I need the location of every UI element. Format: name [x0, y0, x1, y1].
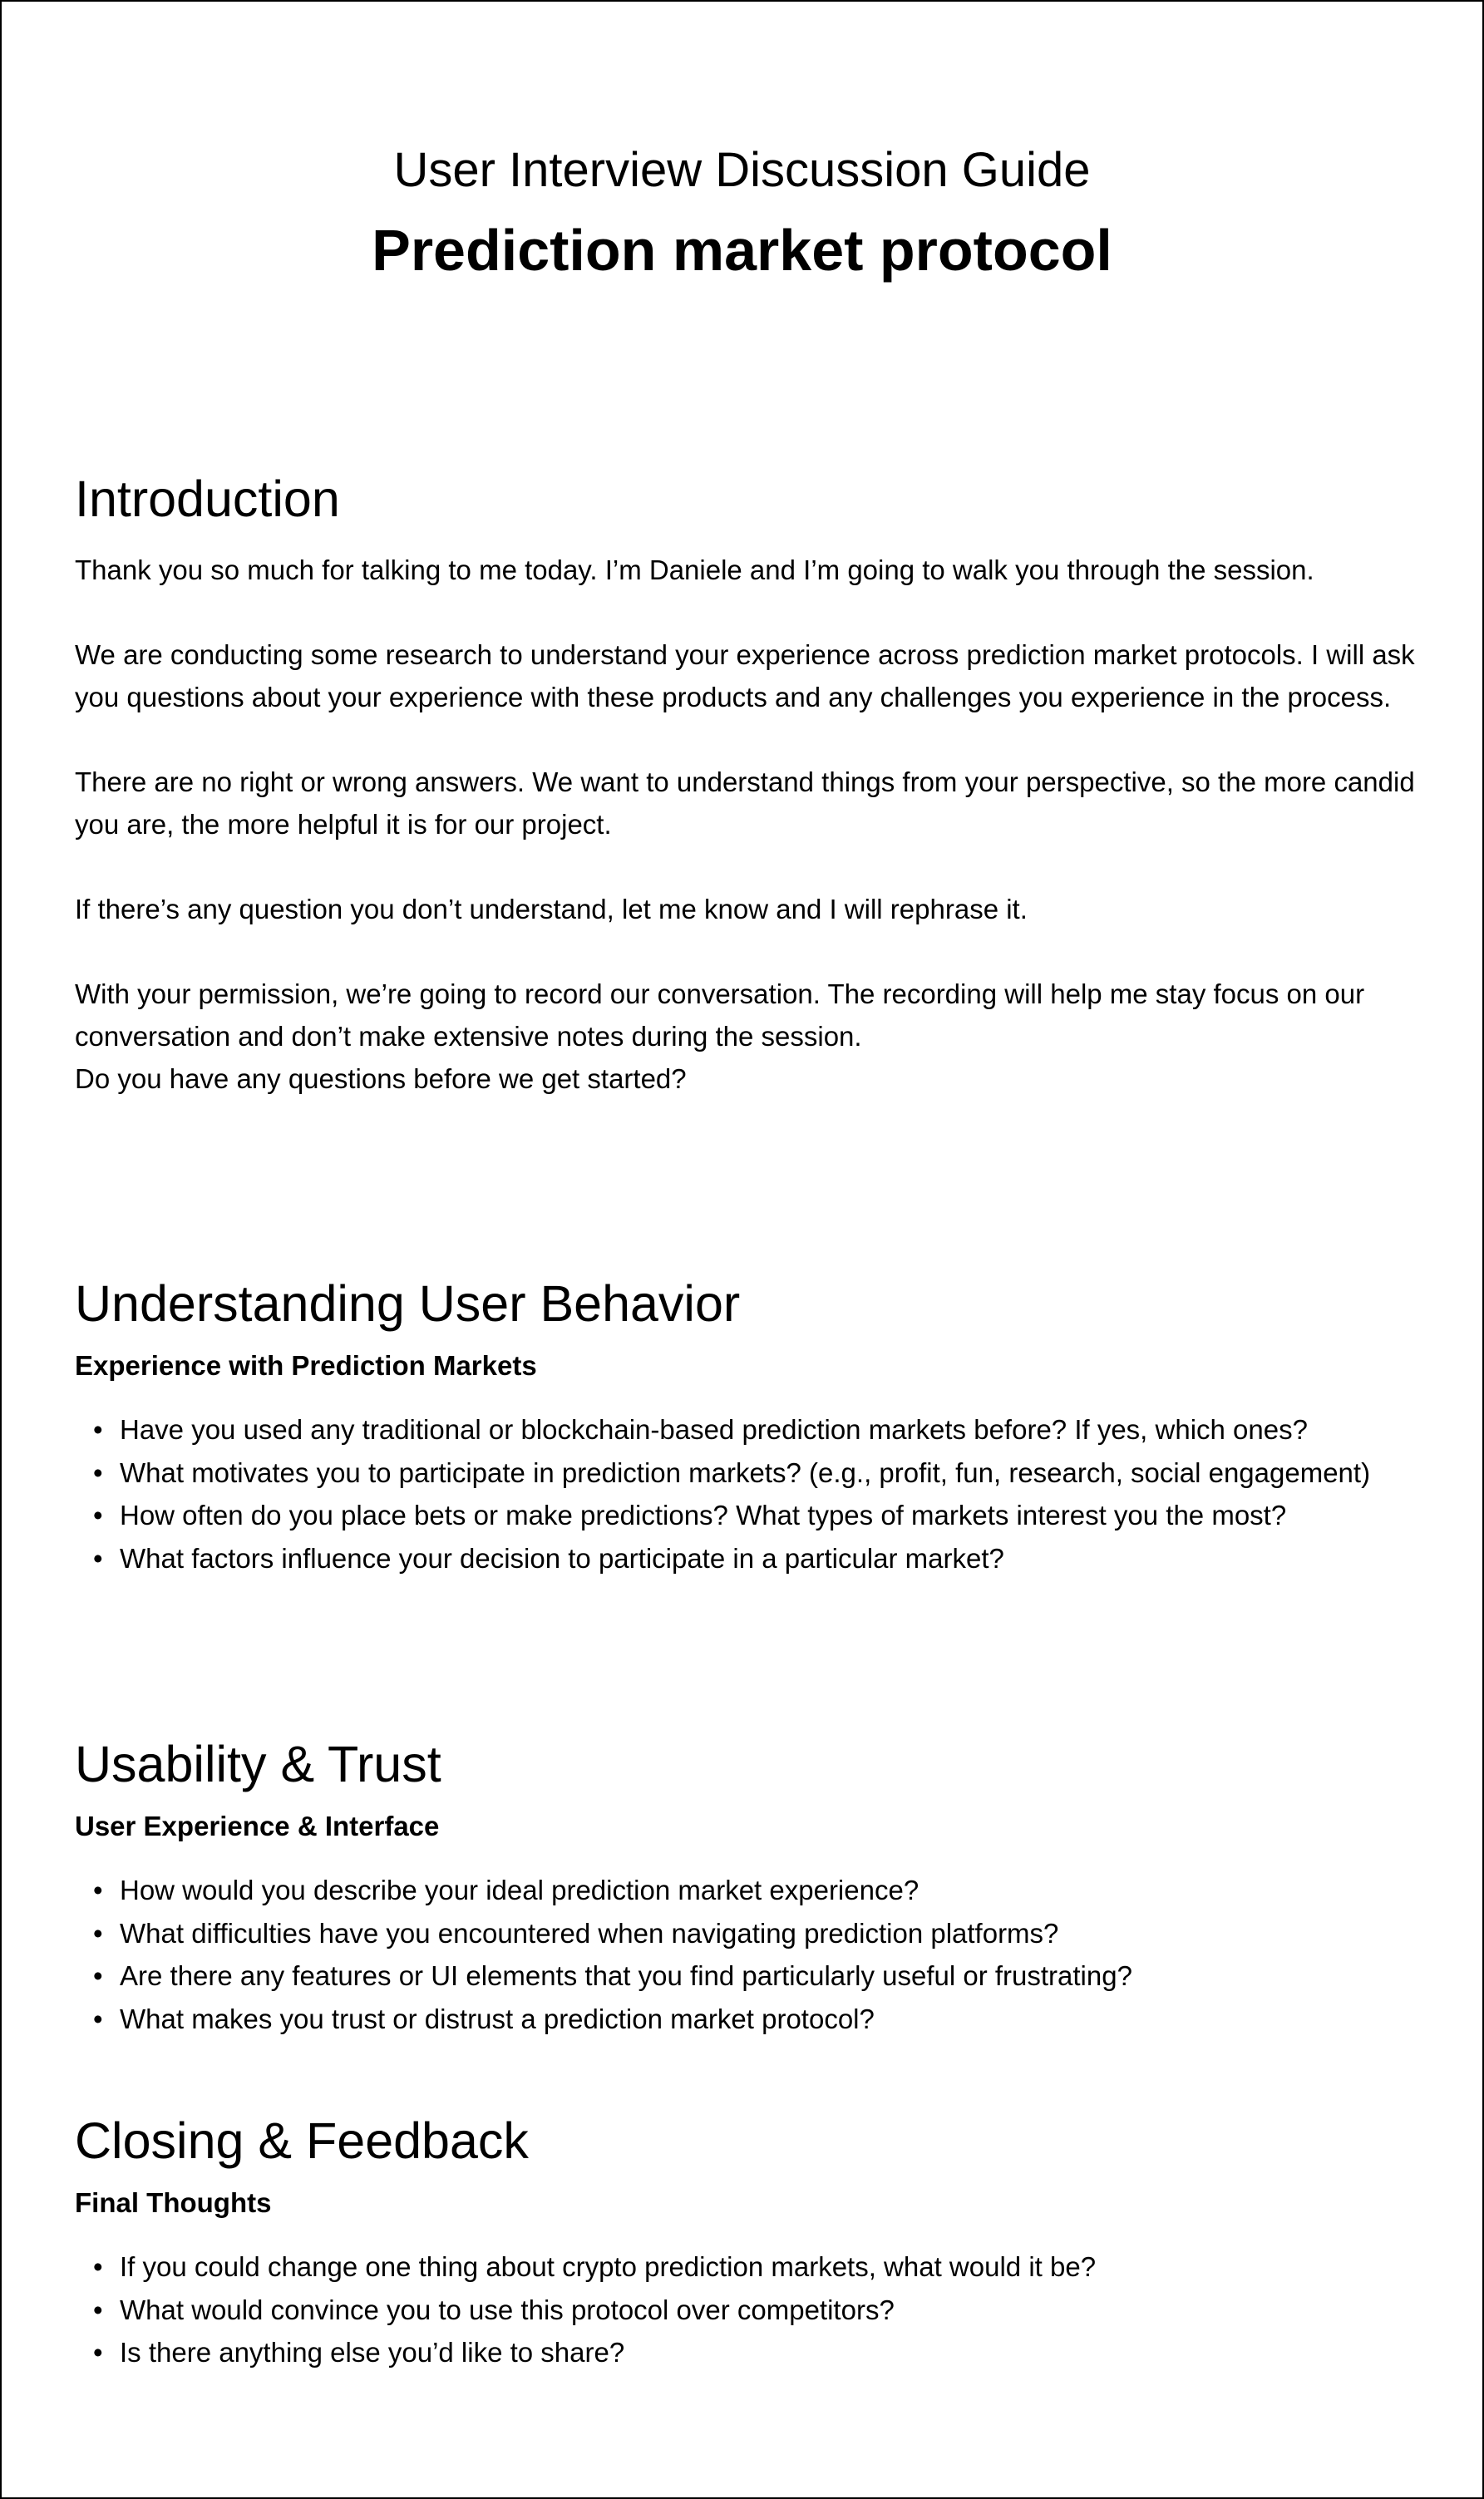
list-item: • What makes you trust or distrust a prediction market protocol? — [120, 1998, 1422, 2041]
document-title: Prediction market protocol — [372, 218, 1112, 283]
bullet-icon: • — [93, 2337, 103, 2368]
bullet-icon: • — [93, 1500, 103, 1530]
list-item: • How would you describe your ideal prediction market experience? — [120, 1869, 1422, 1912]
section-heading: Closing & Feedback — [75, 2112, 529, 2169]
bullet-icon: • — [93, 1414, 103, 1445]
section-heading: Introduction — [75, 471, 340, 527]
list-item: • Are there any features or UI elements that you find particularly useful or frustrating? — [120, 1954, 1422, 1998]
list-item: • What would convince you to use this protocol over competitors? — [120, 2289, 1422, 2332]
paragraph: Do you have any questions before we get started? — [75, 1063, 687, 1094]
paragraph: We are conducting some research to understand your experience across prediction market protocols. I will ask you questions about your experience with these products and any challenges you experience in the process. — [75, 639, 1415, 712]
section-usability-trust — [75, 1733, 1422, 2040]
section-subheading: Final Thoughts — [75, 2187, 272, 2218]
paragraph: Thank you so much for talking to me today. I’m Daniele and I’m going to walk you through the session. — [75, 555, 1314, 585]
document-subtitle: User Interview Discussion Guide — [393, 143, 1091, 197]
section-closing-feedback — [75, 2110, 1422, 2374]
section-heading: Usability & Trust — [75, 1736, 441, 1792]
bullet-icon: • — [93, 1457, 103, 1488]
question-list — [75, 1408, 1422, 1580]
section-subheading: Experience with Prediction Markets — [75, 1350, 537, 1381]
bullet-icon: • — [93, 2294, 103, 2325]
list-item: • How often do you place bets or make predictions? What types of markets interest you the most? — [120, 1494, 1422, 1537]
bullet-icon: • — [93, 1917, 103, 1949]
list-item: • What difficulties have you encountered when navigating prediction platforms? — [120, 1912, 1422, 1955]
section-subheading: User Experience & Interface — [75, 1811, 440, 1841]
section-introduction — [75, 468, 1422, 1142]
list-item: • What motivates you to participate in prediction markets? (e.g., profit, fun, research, social engagement) — [120, 1452, 1422, 1495]
bullet-icon: • — [93, 2251, 103, 2282]
section-heading: Understanding User Behavior — [75, 1275, 741, 1332]
list-item: • Is there anything else you’d like to share? — [120, 2331, 1422, 2374]
bullet-icon: • — [93, 1542, 103, 1574]
section-user-behavior — [75, 1273, 1422, 1580]
list-item: • If you could change one thing about crypto prediction markets, what would it be? — [120, 2245, 1422, 2289]
question-list — [75, 2245, 1422, 2374]
list-item: • Have you used any traditional or blockchain-based prediction markets before? If yes, which ones? — [120, 1408, 1422, 1452]
paragraph: There are no right or wrong answers. We want to understand things from your perspective, so the more candid you are, the more helpful it is for our project. — [75, 766, 1415, 840]
paragraph: With your permission, we’re going to record our conversation. The recording will help me stay focus on our conversation and don’t make extensive notes during the session. — [75, 978, 1365, 1052]
bullet-icon: • — [93, 2003, 103, 2034]
paragraph: If there’s any question you don’t understand, let me know and I will rephrase it. — [75, 894, 1028, 924]
list-item: • What factors influence your decision to participate in a particular market? — [120, 1537, 1422, 1580]
question-list — [75, 1869, 1422, 2040]
bullet-icon: • — [93, 1875, 103, 1905]
bullet-icon: • — [93, 1960, 103, 1991]
